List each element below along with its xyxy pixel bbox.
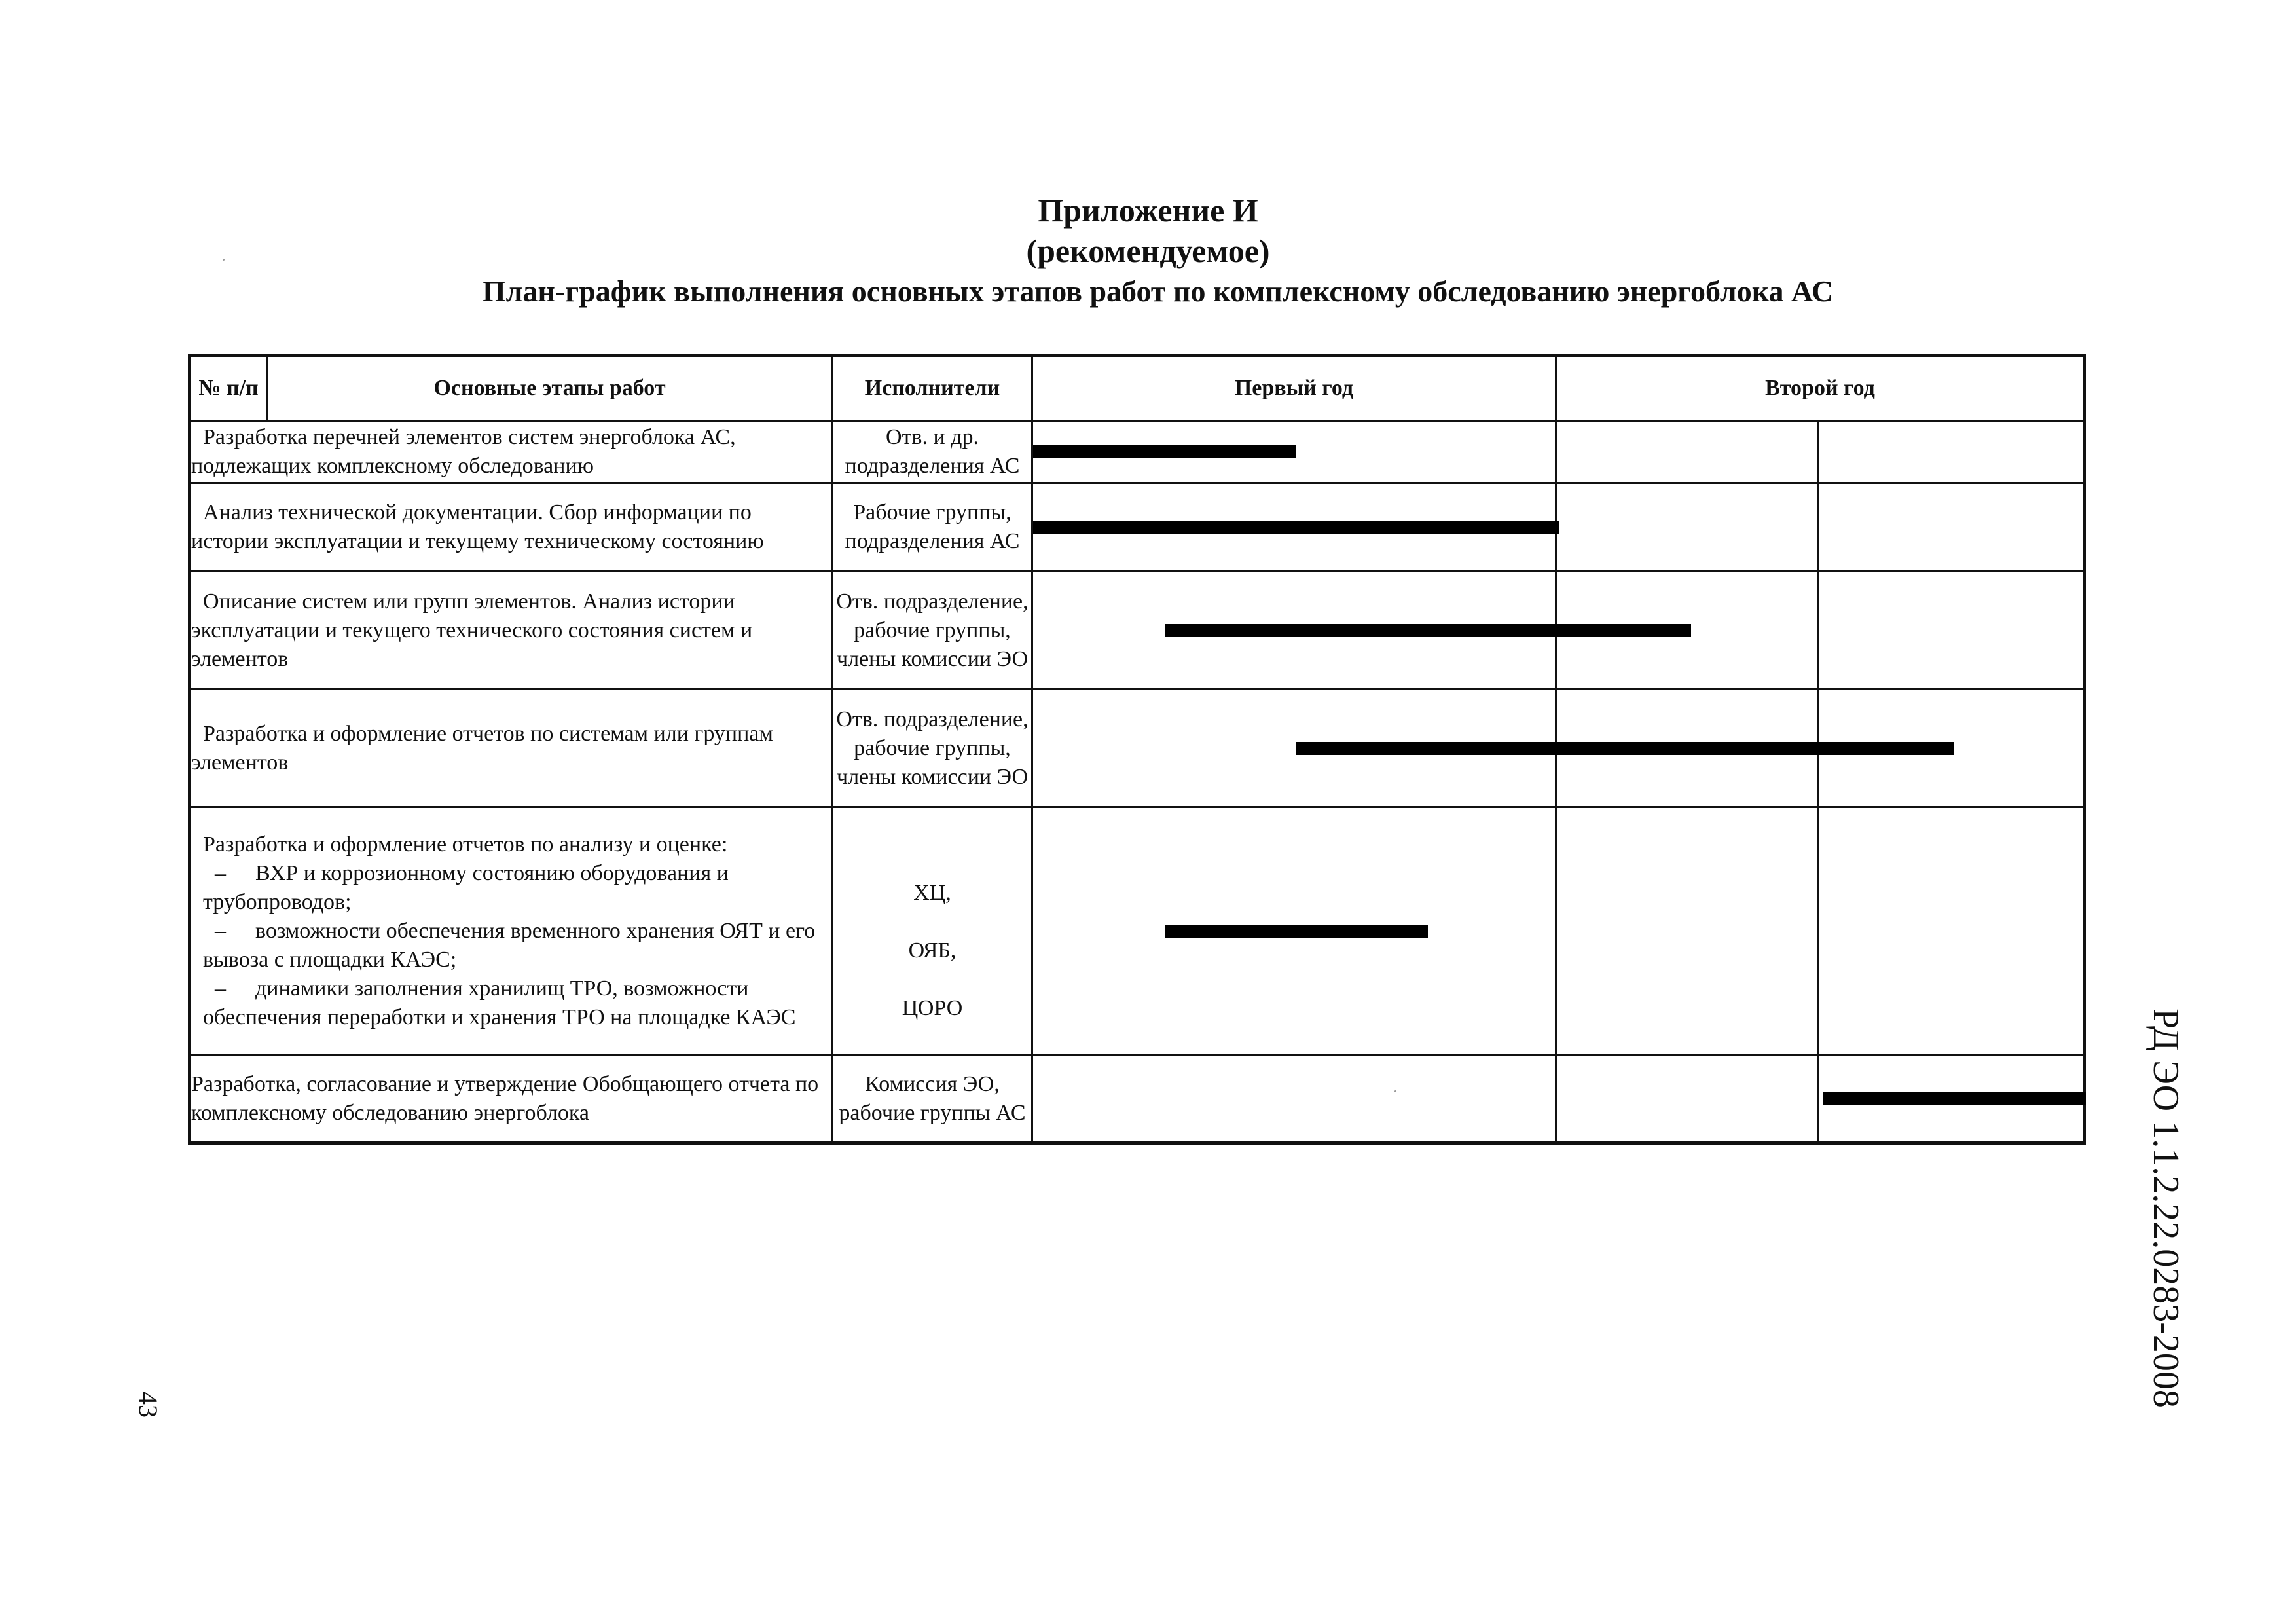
header-executors: Исполнители	[833, 356, 1032, 421]
header-stage: Основные этапы работ	[267, 356, 833, 421]
stage-text: Разработка и оформление отчетов по системам или группам элементов	[191, 721, 773, 775]
scan-speck	[1394, 1090, 1396, 1092]
table-row	[190, 690, 2085, 807]
year2-h1-cell	[1556, 421, 1818, 483]
executor-item: ОЯБ,	[908, 938, 957, 963]
table-row: Разработка и оформление отчетов по анализу и оценке: – ВХР и коррозионному состоянию оборудования и трубопроводов; – возможности обеспечения временного хранения ОЯТ и его вывоза с площадки КАЭС; – динамики заполнения хранилищ ТРО, возможности обеспечения переработки и хранения ТРО на площадке КАЭС ХЦ, ОЯБ, ЦОРО	[190, 807, 2085, 1055]
header-year2: Второй год	[1556, 356, 2085, 421]
stage-text: Описание систем или групп элементов. Анализ истории эксплуатации и текущего технического состояния систем и элементов	[191, 589, 753, 671]
year1-cell	[1032, 1055, 1556, 1143]
year2-h2-cell	[1818, 483, 2085, 572]
header-year1: Первый год	[1032, 356, 1556, 421]
stage-item: возможности обеспечения временного хранения ОЯТ и его вывоза с площадки КАЭС;	[203, 918, 816, 972]
year1-cell	[1032, 690, 1556, 807]
executor-item: ЦОРО	[902, 995, 963, 1020]
table-row	[190, 421, 2085, 483]
stage-text: Разработка перечней элементов систем энергоблока АС, подлежащих комплексному обследованию	[191, 425, 736, 478]
schedule-bar	[1823, 1092, 2086, 1105]
executors-cell: Отв. и др. подразделения АС	[833, 421, 1032, 483]
table-row	[190, 1055, 2085, 1143]
stage-text: Разработка, согласование и утверждение Обобщающего отчета по комплексному обследованию энергоблока	[191, 1071, 819, 1125]
header-row	[190, 356, 2085, 421]
schedule-bar	[1033, 445, 1296, 458]
table-row	[190, 572, 2085, 690]
schedule-bar	[1165, 925, 1428, 938]
header-num: № п/п	[190, 356, 267, 421]
page-number: 43	[134, 1392, 163, 1418]
schedule-bar	[1296, 742, 1954, 755]
year2-h2-cell	[1818, 572, 2085, 690]
year1-cell	[1032, 483, 1556, 572]
stage-item: динамики заполнения хранилищ ТРО, возможности обеспечения переработки и хранения ТРО на площадке КАЭС	[203, 976, 796, 1029]
year2-h1-cell	[1556, 483, 1818, 572]
year1-cell	[1032, 572, 1556, 690]
year2-h2-cell	[1818, 421, 2085, 483]
year2-h1-cell	[1556, 1055, 1818, 1143]
executors-cell: Отв. подразделение, рабочие группы, члены комиссии ЭО	[833, 572, 1032, 690]
executors-cell	[833, 807, 1032, 1055]
appendix-title-block	[0, 190, 2296, 312]
schedule-bar	[1033, 521, 1559, 534]
executors-cell: Рабочие группы, подразделения АС	[833, 483, 1032, 572]
year2-h1-cell	[1556, 807, 1818, 1055]
schedule-title: План-график выполнения основных этапов работ по комплексному обследованию энергоблока АС	[482, 274, 1834, 308]
year1-cell	[1032, 421, 1556, 483]
schedule-table	[188, 354, 2086, 1145]
stage-item: ВХР и коррозионному состоянию оборудования и трубопроводов;	[203, 860, 729, 914]
schedule-bar	[1165, 624, 1691, 637]
year1-cell	[1032, 807, 1556, 1055]
scan-speck	[223, 259, 225, 261]
appendix-status: (рекомендуемое)	[1026, 232, 1270, 269]
table-row	[190, 483, 2085, 572]
executor-item: ХЦ,	[913, 880, 951, 905]
stage-text: Анализ технической документации. Сбор информации по истории эксплуатации и текущему техническому состоянию	[191, 500, 764, 553]
document-code: РД ЭО 1.1.2.22.0283-2008	[2145, 1008, 2186, 1408]
executors-cell: Отв. подразделение, рабочие группы, члены комиссии ЭО	[833, 690, 1032, 807]
year2-h2-cell	[1818, 807, 2085, 1055]
stage-intro: Разработка и оформление отчетов по анализу и оценке:	[203, 832, 728, 857]
executors-cell: Комиссия ЭО, рабочие группы АС	[833, 1055, 1032, 1143]
appendix-title: Приложение И	[1038, 192, 1258, 229]
